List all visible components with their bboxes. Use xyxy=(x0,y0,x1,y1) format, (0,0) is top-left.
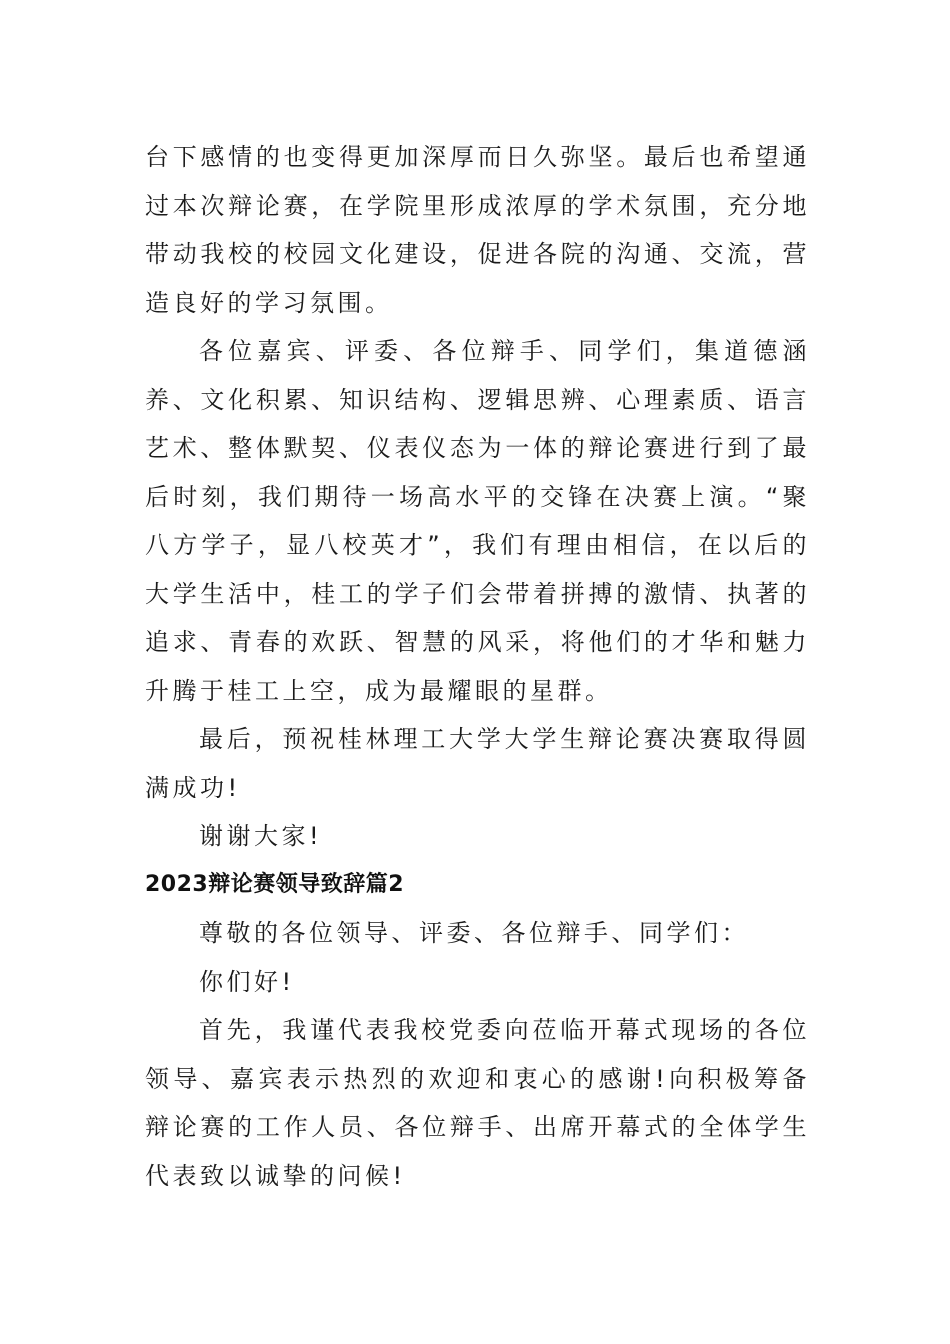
paragraph-final-wishes: 最后，预祝桂林理工大学大学生辩论赛决赛取得圆满成功! xyxy=(145,725,810,802)
paragraph-greeting: 你们好! xyxy=(199,967,295,996)
section-heading: 2023辩论赛领导致辞篇2 xyxy=(145,871,405,897)
document-page xyxy=(145,133,810,1200)
paragraph-closing-remarks: 各位嘉宾、评委、各位辩手、同学们，集道德涵养、文化积累、知识结构、逻辑思辨、心理素质、语言艺术、整体默契、仪表仪态为一体的辩论赛进行到了最后时刻，我们期待一场高水平的交锋在决赛上演。“聚八方学子，显八校英才”，我们有理由相信，在以后的大学生活中，桂工的学子们会带着拼搏的激情、执著的追求、青春的欢跃、智慧的风采，将他们的才华和魅力升腾于桂工上空，成为最耀眼的星群。 xyxy=(145,337,810,705)
paragraph-continuation: 台下感情的也变得更加深厚而日久弥坚。最后也希望通过本次辩论赛，在学院里形成浓厚的学术氛围，充分地带动我校的校园文化建设，促进各院的沟通、交流，营造良好的学习氛围。 xyxy=(145,143,810,317)
paragraph-salutation: 尊敬的各位领导、评委、各位辩手、同学们： xyxy=(199,919,749,947)
paragraph-opening: 首先，我谨代表我校党委向莅临开幕式现场的各位领导、嘉宾表示热烈的欢迎和衷心的感谢!向积极筹备辩论赛的工作人员、各位辩手、出席开幕式的全体学生代表致以诚挚的问候! xyxy=(145,1016,810,1190)
paragraph-thanks: 谢谢大家! xyxy=(199,822,323,850)
